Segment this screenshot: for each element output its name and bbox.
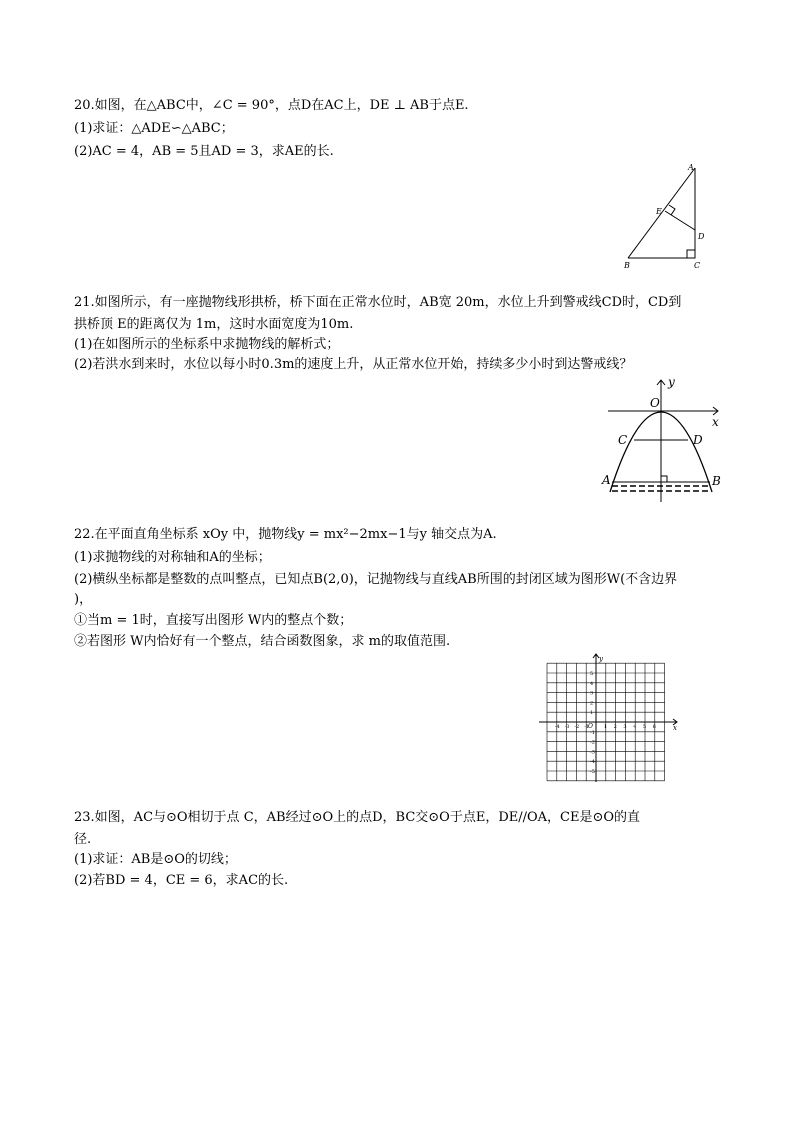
q23-stem-1: 23.如图，AC与⊙O相切于点 C，AB经过⊙O上的点D，BC交⊙O于点E，DE//OA，CE是⊙O的直 — [74, 810, 641, 825]
q22-sub1: ①当m = 1时，直接写出图形 W内的整点个数； — [74, 613, 353, 628]
q21-part1: (1)在如图所示的坐标系中求抛物线的解析式； — [74, 337, 340, 352]
y-tick-label: -3 — [590, 749, 595, 756]
right-angle-e — [669, 205, 675, 215]
label-a: A — [688, 163, 694, 172]
x-tick-label: 1 — [603, 724, 607, 730]
y-tick-label: -5 — [590, 769, 595, 775]
q22-grid-figure — [537, 652, 682, 784]
label-c: C — [618, 433, 628, 447]
q22-part2-2: )， — [74, 592, 93, 607]
label-d: D — [698, 232, 705, 241]
q23-part2: (2)若BD = 4，CE = 6，求AC的长. — [74, 873, 289, 888]
y-tick-label: -2 — [590, 739, 595, 746]
label-y: y — [599, 655, 603, 663]
q20-part1: (1)求证：△ADE∽△ABC； — [74, 121, 234, 136]
y-tick-label: -1 — [590, 729, 595, 736]
x-tick-label: -3 — [564, 724, 570, 730]
q20-triangle-figure — [620, 160, 715, 275]
label-d: D — [693, 433, 703, 447]
q23-part1: (1)求证：AB是⊙O的切线； — [74, 852, 237, 867]
q22-sub2: ②若图形 W内恰好有一个整点，结合函数图象，求 m的取值范围. — [74, 634, 451, 649]
y-tick-label: 5 — [590, 671, 594, 677]
q22-stem: 22.在平面直角坐标系 xOy 中，抛物线y = mx²−2mx−1与y 轴交点为A. — [74, 527, 497, 542]
x-tick-label: 5 — [643, 724, 647, 730]
q22-part1: (1)求抛物线的对称轴和A的坐标； — [74, 550, 271, 565]
x-tick-label: -4 — [554, 724, 560, 730]
label-x: x — [673, 724, 677, 732]
y-tick-label: 4 — [590, 680, 594, 687]
right-angle-mark — [661, 476, 667, 482]
q22-part2-1: (2)横纵坐标都是整数的点叫整点，已知点B(2,0)，记抛物线与直线AB所围的封闭区域为图形W(不含边界 — [74, 572, 678, 587]
q21-stem-1: 21.如图所示，有一座抛物线形拱桥，桥下面在正常水位时，AB宽 20m，水位上升到警戒线CD时，CD到 — [74, 295, 682, 310]
q21-parabola-figure — [598, 372, 728, 507]
label-x: x — [712, 415, 719, 429]
label-e: E — [656, 207, 662, 216]
y-tick-label: -4 — [590, 759, 595, 766]
x-tick-label: 2 — [613, 724, 617, 730]
x-tick-label: -1 — [584, 724, 590, 730]
q21-stem-2: 拱桥顶 E的距离仅为 1m，这时水面宽度为10m. — [74, 317, 354, 332]
y-tick-label: 1 — [590, 710, 594, 717]
label-y: y — [668, 375, 675, 389]
x-tick-label: -2 — [574, 724, 580, 730]
q20-part2: (2)AC = 4，AB = 5且AD = 3，求AE的长. — [74, 144, 334, 159]
segment-de — [665, 211, 695, 230]
right-angle-c — [687, 250, 695, 258]
label-o: O — [588, 723, 593, 730]
label-b: B — [712, 474, 721, 488]
label-a: A — [602, 473, 611, 487]
y-tick-label: 3 — [590, 690, 594, 697]
q20-stem: 20.如图，在△ABC中，∠C = 90°，点D在AC上，DE ⊥ AB于点E. — [74, 98, 469, 113]
q23-stem-2: 径. — [74, 832, 92, 847]
y-tick-label: 2 — [590, 700, 594, 707]
label-o: O — [650, 396, 660, 410]
label-c: C — [694, 261, 701, 270]
x-tick-label: 4 — [633, 724, 637, 730]
x-tick-label: 6 — [652, 724, 656, 730]
q21-part2: (2)若洪水到来时，水位以每小时0.3m的速度上升，从正常水位开始，持续多少小时到达警戒线？ — [74, 357, 633, 372]
x-tick-label: 3 — [623, 724, 627, 730]
label-b: B — [624, 261, 630, 270]
